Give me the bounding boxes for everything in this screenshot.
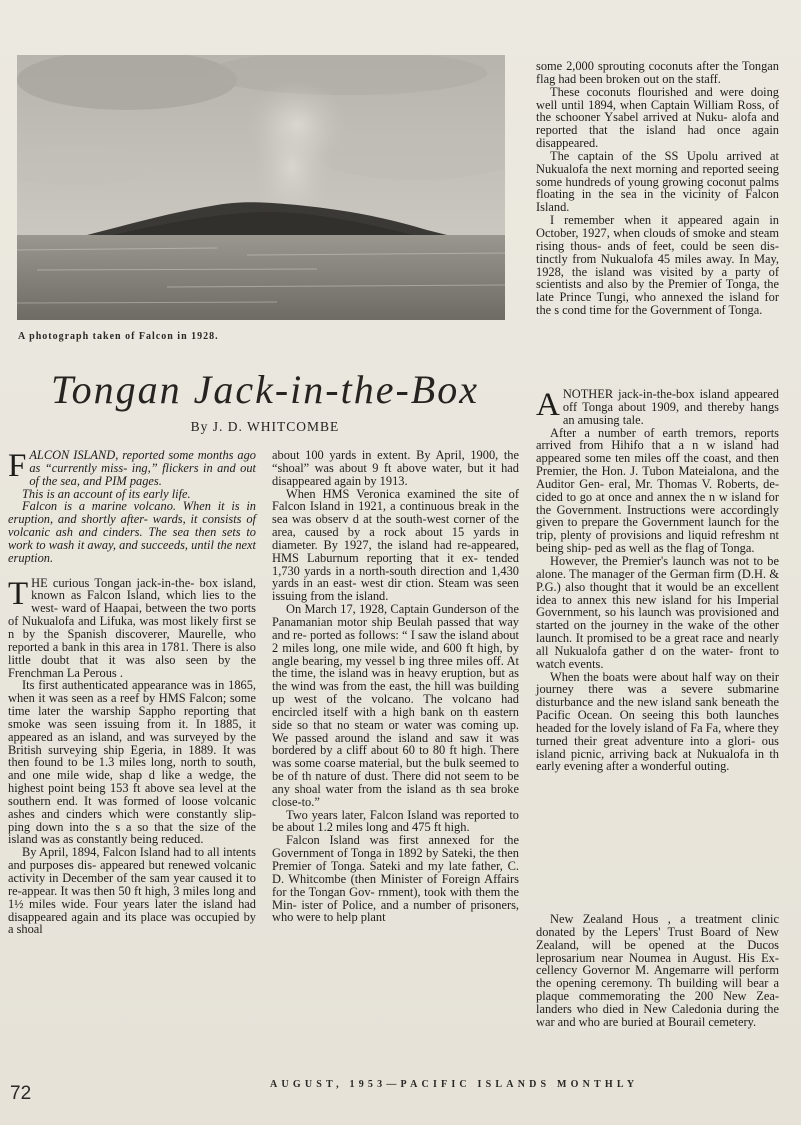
falcon-island-photo [17, 55, 505, 320]
spacer [8, 565, 256, 577]
body-paragraph: Two years later, Falcon Island was reported to be about 1.2 miles long and 475 ft high. [272, 807, 519, 835]
body-paragraph: about 100 yards in extent. By April, 1900, the “shoal” was about 9 ft above water, but it had disappeared again by 1913. [272, 448, 519, 488]
body-paragraph: Falcon Island was first annexed for the Government of Tonga in 1892 by Sateki, the then Premier of Tonga. Sateki and my late father, C. D. Whitcombe (then Minister of Foreign Affairs for the Tongan Gov- rnment), took with them the Min- ister of Police, and a number of prisoners, who were to help plant [272, 833, 519, 925]
column-3-news-item [536, 913, 779, 1029]
column-2 [272, 449, 519, 924]
body-paragraph: some 2,000 sprouting coconuts after the Tongan flag had been broken out on the staff. [536, 59, 779, 86]
body-paragraph: The captain of the SS Upolu arrived at Nukualofa the next morning and reported seeing some hundreds of young growing coconut palms floating in the sea in the vicinity of Falcon Island. [536, 148, 779, 215]
running-head: AUGUST, 1953—PACIFIC ISLANDS MONTHLY [270, 1079, 639, 1090]
body-paragraph: THE curious Tongan jack-in-the- box island, known as Falcon Island, which lies to the west- ward of Haapai, between the two ports of Nukualofa and Lifuka, was most likely first se n by the Spanish discoverer, Maurelle, who reported a bank in this area in 1781. There is also little doubt that it was also seen by the Frenchman La Perous . [8, 575, 256, 680]
article-title: Tongan Jack-in-the-Box [51, 367, 479, 412]
body-paragraph: New Zealand Hous , a treatment clinic donated by the Lepers' Trust Board of New Zealand, will be opened at the Ducos leprosarium near Noumea in August. His Ex- cellency Governor M. Angemarre will perform the opening ceremony. Th building will bear a plaque commemorating the 200 New Zea- landers who died in New Caledonia during the war and who are buried at Bourail cemetery. [536, 912, 779, 1029]
body-paragraph: When the boats were about half way on their journey there was a severe submarine disturbance and the new island sank beneath the Pacific Ocean. On seeing this both launches headed for the lovely island of Fa Fa, where they turned their great adventure into a glori- ous island picnic, arriving back at Nukualofa in th early evening after a wonderful outing. [536, 669, 779, 774]
body-paragraph: When HMS Veronica examined the site of Falcon Island in 1921, a continuous break in the sea was observ d at the south-west corner of the area, caused by a rock about 15 yards in diameter. By 1927, the island had re-appeared, HMS Laburnum reporting that it ex- tended 1,730 yards in a north-south direction and 1,430 yards in an east- west dir ction. Steam was seen issuing from the island. [272, 486, 519, 604]
photo-caption: A photograph taken of Falcon in 1928. [18, 331, 219, 342]
article-byline: By J. D. WHITCOMBE [190, 419, 340, 434]
body-paragraph: On March 17, 1928, Captain Gunderson of the Panamanian motor ship Beulah passed that way and re- ported as follows: “ I saw the island about 2 miles long, one mile wide, and 600 ft high, by angle bearing, my vessel b ing three miles off. At the time, the island was in heavy eruption, but as the wind was from the east, the hill was building up west of the volcano. The volcano had encircled itself with a high bank on th eastern side so that no steam or water was coming up. We passed around the island and saw it was bordered by a cliff about 60 to 80 ft high. There was some coarse material, but the bulk seemed to be of th nature of dust. There did not seem to be any shoal water from the island as th sea broke close-to.” [272, 602, 519, 809]
body-paragraph: Its first authenticated appearance was in 1865, when it was seen as a reef by HMS Falcon; some time later the warship Sappho reporting that smoke was seen issuing from it. In 1885, it appeared as an island, and was surveyed by the British surveying ship Egeria, in 1889. It was then found to be 1.3 miles long, north to south, and one mile wide, shap d like a wedge, the highest point being 153 ft above sea level at the southern end. It was formed of loose volcanic ashes and cinders which were constantly slip- ping down into the s a so that the size of the island was as constantly being reduced. [8, 678, 256, 847]
body-paragraph: By April, 1894, Falcon Island had to all intents and purposes dis- appeared but renewed volcanic activity in December of the sam year caused it to re-appear. It was then 50 ft high, 3 miles long and 1½ miles wide. Four years later the island had disappeared again and its place was occupied by a shoal [8, 845, 256, 937]
body-paragraph: I remember when it appeared again in October, 1927, when clouds of smoke and steam rising thous- ands of feet, could be seen dis- tinctly from Nukualofa 45 miles away. In May, 1928, the island was visited by a party of scientists and also by the Premier of Tonga, the late Prince Tungi, who annexed the island for the s cond time for the Government of Tonga. [536, 213, 779, 318]
body-paragraph: ANOTHER jack-in-the-box island appeared off Tonga about 1909, and thereby hangs an amusing tale. [536, 387, 779, 427]
intro-paragraph: This is an account of its early life. [22, 486, 191, 501]
intro-paragraph: Falcon is a marine volcano. When it is in eruption, and shortly after- wards, it consists of volcanic ash and cinders. The sea then sets to work to wash it away, and succeeds, until the next eruption. [8, 499, 256, 565]
intro-paragraph: FALCON ISLAND, reported some months ago as “currently miss- ing,” flickers in and out of the sea, and PIM pages. [8, 448, 256, 488]
column-3-middle [536, 388, 779, 773]
body-paragraph: However, the Premier's launch was not to be alone. The manager of the German firm (D.H. & P.G.) also thought that it would be an excellent idea to annex this new island for his Imperial Government, so his launch was provisioned and started on the journey in the wake of the other launch. It promised to be a great race and nearly all Nukualofa gather d on the water- front to watch events. [536, 553, 779, 671]
body-paragraph: After a number of earth tremors, reports arrived from Hihifo that a n w island had appeared some ten miles off the coast, and then Premier, the Hon. J. Tubon Mateialona, and the Auditor Gen- eral, Mr. Thomas V. Roberts, de- cided to go at once and annex the n w island for the Government. Instructions were accordingly given to prepare the Government launch for the trip, plenty of provisions and liquid refreshm nt being ship- ped as well as the flag of Tonga. [536, 425, 779, 556]
page-number: 72 [10, 1083, 32, 1104]
body-paragraph: These coconuts flourished and were doing well until 1894, when Captain William Ross, of the schooner Ysabel arrived at Nuku- alofa and reported that the island had once again disappeared. [536, 84, 779, 151]
photo-illustration [17, 55, 505, 320]
column-3-top [536, 60, 779, 317]
column-1 [8, 449, 256, 936]
